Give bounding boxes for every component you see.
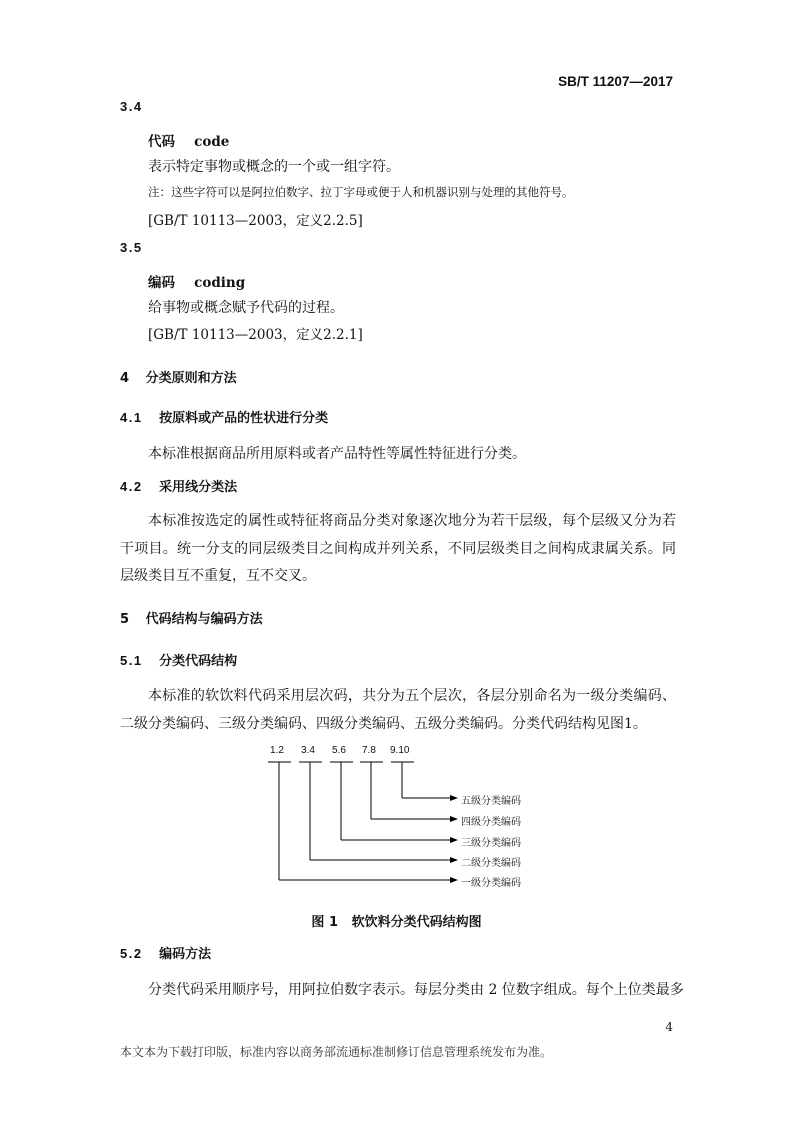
level-label: 一级分类编码 bbox=[461, 878, 521, 889]
section-number: 5.1 bbox=[120, 653, 143, 668]
level-label: 五级分类编码 bbox=[461, 796, 521, 807]
section-title: 分类代码结构 bbox=[159, 654, 238, 669]
term-note: 注：这些字符可以是阿拉伯数字、拉丁字母或便于人和机器识别与处理的其他符号。 bbox=[148, 185, 574, 199]
section-number: 5.2 bbox=[120, 946, 143, 961]
level-label: 二级分类编码 bbox=[461, 858, 521, 869]
digit-label: 9.10 bbox=[390, 745, 410, 756]
digit-label: 5.6 bbox=[332, 745, 346, 756]
paragraph: 本标准按选定的属性或特征将商品分类对象逐次地分为若干层级，每个层级又分为若干项目。统一分支的同层级类目之间构成并列关系，不同层级类目之间构成隶属关系。同层级类目互不重复，互不交叉。 bbox=[120, 513, 676, 584]
term-source: [GB/T 10113—2003，定义2.2.5] bbox=[148, 213, 363, 229]
section-number: 4.1 bbox=[120, 410, 143, 425]
section-title: 编码方法 bbox=[159, 947, 212, 962]
arrowhead-icon bbox=[450, 877, 458, 883]
level-label: 三级分类编码 bbox=[461, 838, 521, 849]
digit-label: 7.8 bbox=[362, 745, 376, 756]
digit-label: 3.4 bbox=[301, 745, 315, 756]
paragraph: 本标准根据商品所用原料或者产品特性等属性特征进行分类。 bbox=[148, 446, 526, 462]
arrowhead-icon bbox=[450, 857, 458, 863]
arrowhead-icon bbox=[450, 795, 458, 801]
document-number: SB/T 11207—2017 bbox=[558, 74, 673, 89]
term-zh: 代码 bbox=[148, 134, 175, 150]
paragraph: 本标准的软饮料代码采用层次码，共分为五个层次，各层分别命名为一级分类编码、二级分类编码、三级分类编码、四级分类编码、五级分类编码。分类代码结构见图1。 bbox=[120, 688, 676, 732]
digit-label: 1.2 bbox=[270, 745, 284, 756]
arrowhead-icon bbox=[450, 837, 458, 843]
level-label: 四级分类编码 bbox=[461, 817, 521, 828]
term-en: coding bbox=[194, 275, 246, 291]
section-title: 分类原则和方法 bbox=[145, 371, 237, 386]
section-number: 5 bbox=[120, 612, 130, 627]
section-heading-5-2 bbox=[120, 943, 211, 962]
arrowhead-icon bbox=[450, 816, 458, 822]
section-number: 4 bbox=[120, 371, 130, 386]
term-definition: 给事物或概念赋予代码的过程。 bbox=[148, 300, 344, 316]
term-source: [GB/T 10113—2003，定义2.2.1] bbox=[148, 327, 363, 343]
paragraph: 分类代码采用顺序号，用阿拉伯数字表示。每层分类由 2 位数字组成。每个上位类最多 bbox=[148, 982, 684, 998]
figure-caption: 图 1 软饮料分类代码结构图 bbox=[311, 915, 482, 930]
footer-note: 本文本为下载打印版，标准内容以商务部流通标准制修订信息管理系统发布为准。 bbox=[120, 1045, 553, 1059]
term-definition: 表示特定事物或概念的一个或一组字符。 bbox=[148, 159, 400, 175]
clause-number-3-4: 3.4 bbox=[120, 99, 143, 114]
term-en: code bbox=[194, 134, 230, 150]
term-zh: 编码 bbox=[148, 275, 175, 291]
clause-number-3-5: 3.5 bbox=[120, 240, 143, 255]
section-title: 代码结构与编码方法 bbox=[145, 612, 263, 627]
section-title: 采用线分类法 bbox=[159, 480, 238, 495]
page-number: 4 bbox=[665, 1020, 673, 1034]
section-number: 4.2 bbox=[120, 479, 143, 494]
section-title: 按原料或产品的性状进行分类 bbox=[159, 411, 329, 426]
